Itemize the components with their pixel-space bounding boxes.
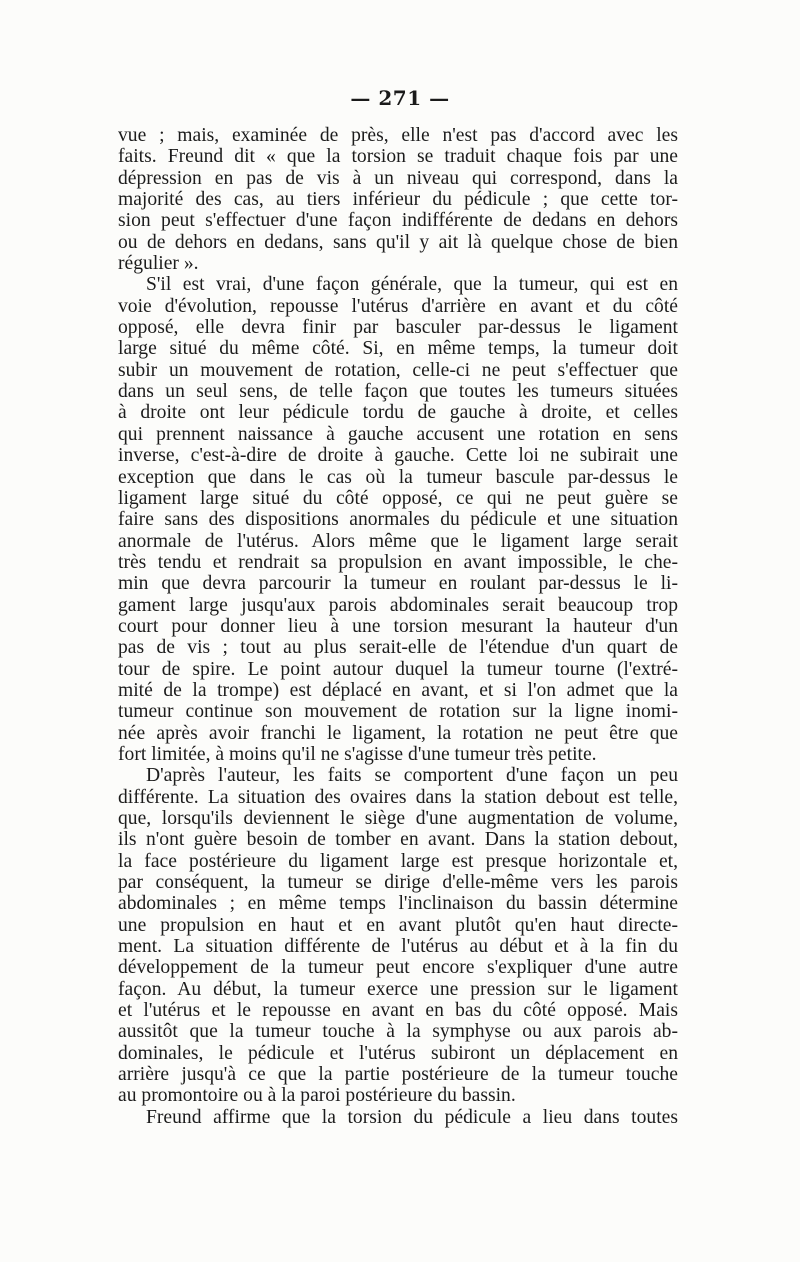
body-text [118, 125, 678, 1128]
text-line: subir un mouvement de rotation, celle-ci ne peut s'effectuer que [118, 359, 678, 381]
text-line: opposé, elle devra finir par basculer par-dessus le ligament [118, 317, 678, 339]
text-line: faits. Freund dit « que la torsion se traduit chaque fois par une [118, 146, 678, 168]
text-line: gament large jusqu'aux parois abdominales serait beaucoup trop [118, 594, 678, 616]
text-line: régulier ». [118, 253, 199, 275]
text-line: aussitôt que la tumeur touche à la symphyse ou aux parois ab- [118, 1021, 678, 1043]
text-line: min que devra parcourir la tumeur en roulant par-dessus le li- [118, 573, 678, 595]
text-line: et l'utérus et le repousse en avant en bas du côté opposé. Mais [118, 1000, 678, 1022]
text-line: majorité des cas, au tiers inférieur du pédicule ; que cette tor- [118, 189, 678, 211]
text-line: par conséquent, la tumeur se dirige d'elle-même vers les parois [118, 872, 678, 894]
text-line: tour de spire. Le point autour duquel la tumeur tourne (l'extré- [118, 658, 678, 680]
text-line: large situé du même côté. Si, en même temps, la tumeur doit [118, 338, 678, 360]
text-line: la face postérieure du ligament large est presque horizontale et, [118, 850, 678, 872]
text-line: fort limitée, à moins qu'il ne s'agisse d'une tumeur très petite. [118, 743, 597, 765]
text-line: qui prennent naissance à gauche accusent une rotation en sens [118, 423, 678, 445]
text-line: faire sans des dispositions anormales du pédicule et une situation [118, 509, 678, 531]
text-line: très tendu et rendrait sa propulsion en avant impossible, le che- [118, 551, 678, 573]
text-line: vue ; mais, examinée de près, elle n'est pas d'accord avec les [118, 125, 678, 146]
text-line: ment. La situation différente de l'utérus au début et à la fin du [118, 936, 678, 958]
text-line: pas de vis ; tout au plus serait-elle de l'étendue d'un quart de [118, 637, 678, 659]
text-line: ou de dehors en dedans, sans qu'il y ait là quelque chose de bien [118, 231, 678, 253]
text-line: née après avoir franchi le ligament, la rotation ne peut être que [118, 722, 678, 744]
text-line: dépression en pas de vis à un niveau qui correspond, dans la [118, 167, 678, 189]
text-line: dans un seul sens, de telle façon que toutes les tumeurs situées [118, 381, 678, 403]
page-number: — 271 — [350, 86, 450, 110]
text-line: ils n'ont guère besoin de tomber en avant. Dans la station debout, [118, 829, 678, 851]
text-line: que, lorsqu'ils deviennent le siège d'une augmentation de volume, [118, 808, 678, 829]
text-line: au promontoire ou à la paroi postérieure du bassin. [118, 1085, 516, 1107]
text-line: ligament large situé du côté opposé, ce qui ne peut guère se [118, 487, 678, 509]
text-line: à droite ont leur pédicule tordu de gauche à droite, et celles [118, 402, 678, 424]
text-line: S'il est vrai, d'une façon générale, que la tumeur, qui est en [146, 274, 678, 296]
text-line: anormale de l'utérus. Alors même que le ligament large serait [118, 530, 678, 552]
text-line: exception que dans le cas où la tumeur bascule par-dessus le [118, 466, 678, 488]
text-line: inverse, c'est-à-dire de droite à gauche. Cette loi ne subirait une [118, 445, 678, 467]
text-line: abdominales ; en même temps l'inclinaison du bassin détermine [118, 893, 678, 915]
text-line: développement de la tumeur peut encore s'expliquer d'une autre [118, 957, 678, 979]
text-line: mité de la trompe) est déplacé en avant, et si l'on admet que la [118, 679, 678, 701]
text-line: voie d'évolution, repousse l'utérus d'arrière en avant et du côté [118, 295, 678, 317]
text-line: tumeur continue son mouvement de rotation sur la ligne inomi- [118, 701, 678, 723]
text-line: une propulsion en haut et en avant plutôt qu'en haut directe- [118, 914, 678, 936]
text-line: D'après l'auteur, les faits se comportent d'une façon un peu [146, 765, 678, 787]
text-line: sion peut s'effectuer d'une façon indifférente de dedans en dehors [118, 210, 678, 232]
text-line: court pour donner lieu à une torsion mesurant la hauteur d'un [118, 615, 678, 637]
text-line: Freund affirme que la torsion du pédicule a lieu dans toutes [146, 1106, 678, 1128]
text-line: différente. La situation des ovaires dans la station debout est telle, [118, 786, 678, 808]
text-line: dominales, le pédicule et l'utérus subiront un déplacement en [118, 1042, 678, 1064]
text-line: arrière jusqu'à ce que la partie postérieure de la tumeur touche [118, 1064, 678, 1086]
text-line: façon. Au début, la tumeur exerce une pression sur le ligament [118, 978, 678, 1000]
